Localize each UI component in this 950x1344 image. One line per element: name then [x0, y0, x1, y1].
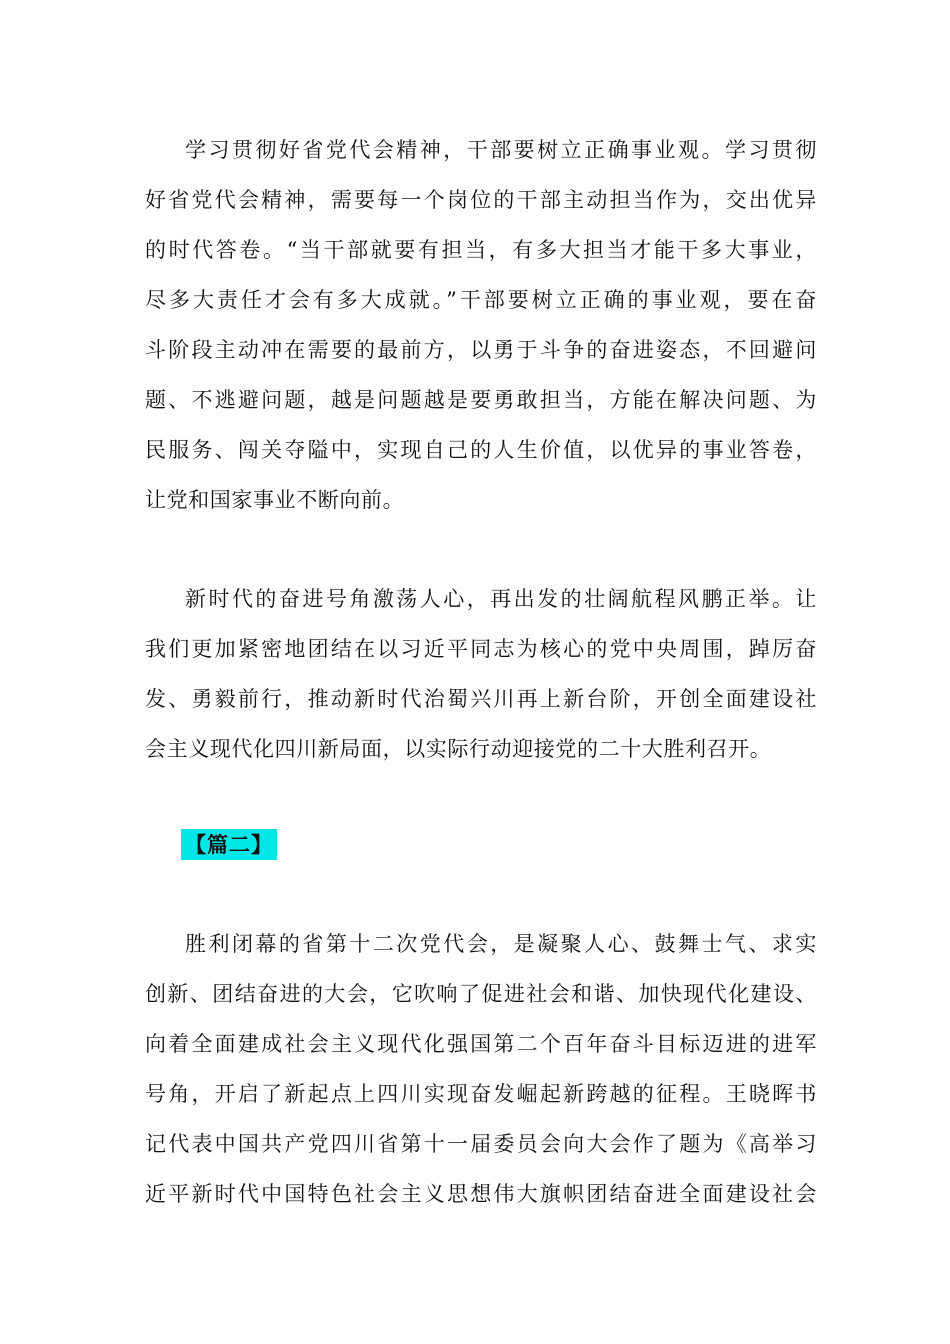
paragraph-line: 的时代答卷。“当干部就要有担当，有多大担当才能干多大事业， [145, 238, 817, 262]
paragraph-line: 胜利闭幕的省第十二次党代会，是凝聚人心、鼓舞士气、求实 [185, 932, 817, 956]
paragraph-line: 好省党代会精神，需要每一个岗位的干部主动担当作为，交出优异 [145, 188, 817, 212]
paragraph-line: 创新、团结奋进的大会，它吹响了促进社会和谐、加快现代化建设、 [145, 982, 817, 1006]
paragraph-line: 学习贯彻好省党代会精神，干部要树立正确事业观。学习贯彻 [185, 138, 817, 162]
section-heading: 【篇二】 [181, 829, 277, 860]
paragraph-line: 会主义现代化四川新局面，以实际行动迎接党的二十大胜利召开。 [145, 737, 772, 761]
paragraph-3 [145, 919, 817, 1219]
paragraph-line: 新时代的奋进号角激荡人心，再出发的壮阔航程风鹏正举。让 [185, 587, 817, 611]
paragraph-line: 近平新时代中国特色社会主义思想伟大旗帜团结奋进全面建设社会 [145, 1182, 817, 1206]
paragraph-line: 斗阶段主动冲在需要的最前方，以勇于斗争的奋进姿态，不回避问 [145, 338, 817, 362]
paragraph-1 [145, 125, 817, 525]
paragraph-2 [145, 574, 817, 774]
paragraph-line: 让党和国家事业不断向前。 [145, 488, 405, 512]
paragraph-line: 尽多大责任才会有多大成就。”干部要树立正确的事业观，要在奋 [145, 288, 817, 312]
paragraph-line: 号角，开启了新起点上四川实现奋发崛起新跨越的征程。王晓晖书 [145, 1082, 817, 1106]
paragraph-line: 民服务、闯关夺隘中，实现自己的人生价值，以优异的事业答卷， [145, 438, 817, 462]
paragraph-line: 向着全面建成社会主义现代化强国第二个百年奋斗目标迈进的进军 [145, 1032, 817, 1056]
paragraph-line: 题、不逃避问题，越是问题越是要勇敢担当，方能在解决问题、为 [145, 388, 817, 412]
paragraph-line: 发、勇毅前行，推动新时代治蜀兴川再上新台阶，开创全面建设社 [145, 687, 817, 711]
paragraph-line: 记代表中国共产党四川省第十一届委员会向大会作了题为《高举习 [145, 1132, 817, 1156]
paragraph-line: 我们更加紧密地团结在以习近平同志为核心的党中央周围，踔厉奋 [145, 637, 817, 661]
